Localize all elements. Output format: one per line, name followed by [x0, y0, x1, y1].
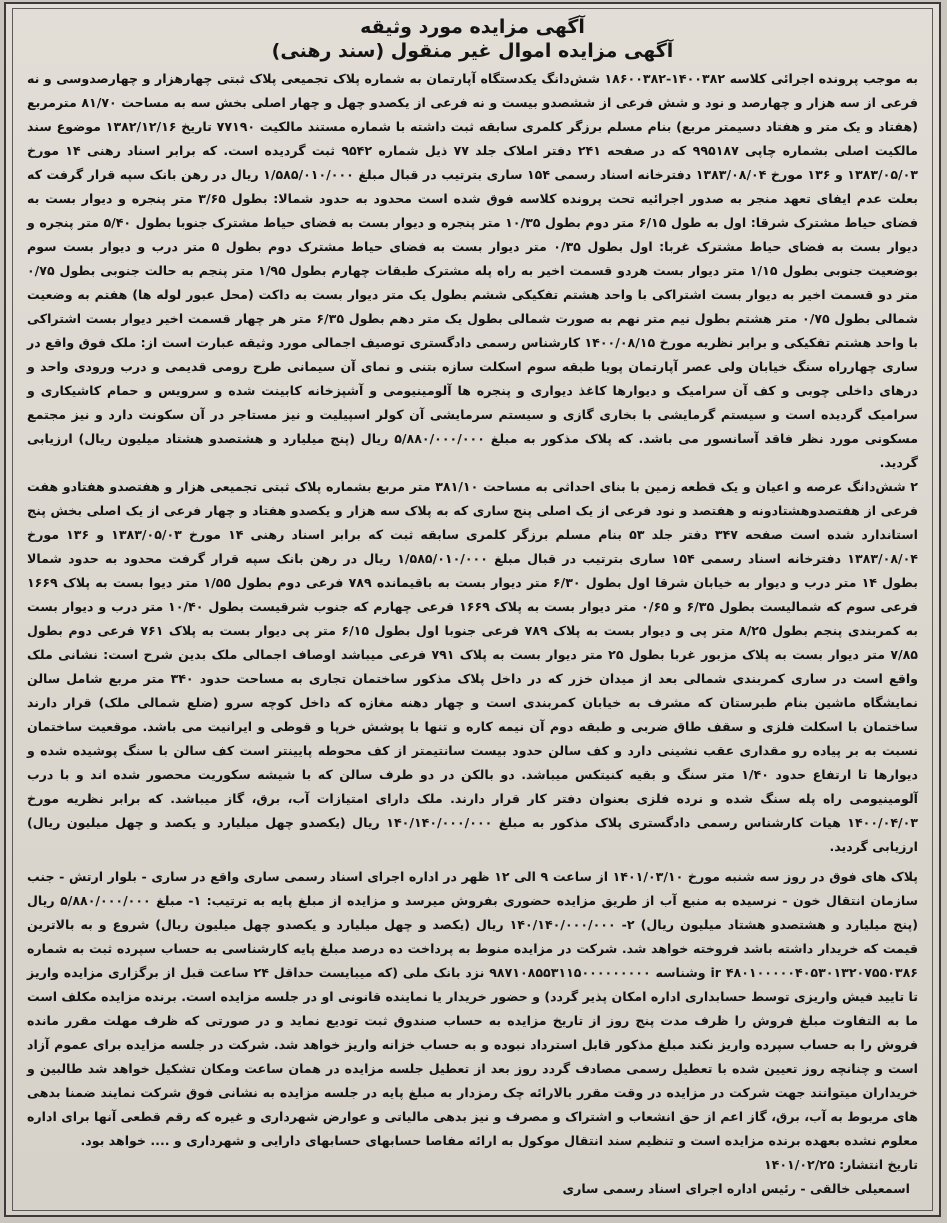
- notice-subtitle: آگهی مزایده اموال غیر منقول (سند رهنی): [271, 40, 674, 62]
- paragraph-first-property: به موجب پرونده اجرائی کلاسه ۱۴۰۰۳۸۲-۱۸۶۰۰۳۸۲ شش‌دانگ یکدستگاه آپارتمان به شماره پلاک تجمیعی پلاک ثبتی چهارهزار و چهارصدوسی و نه فرعی از سه هزار و چهارصد و نود و شش فرعی از ششصدو بیست و نه فرعی از یکصدو چهل و چهار اصلی بخش سه به مساحت ۸۱/۷۰ مترمربع (هفتاد و یک متر و هفتاد دسیمتر مربع) بنام مسلم برزگر کلمری سابقه ثبت داشته با شماره مستند مالکیت ۷۷۱۹۰ تاریخ ۱۳۸۲/۱۲/۱۶ موضوع سند مالکیت اصلی بشماره چاپی ۹۹۵۱۸۷ که در صفحه ۲۴۱ دفتر املاک جلد ۷۷ ذیل شماره ۹۵۴۲ ثبت گردیده است. که برابر اسناد رهنی ۱۴ مورخ ۱۳۸۳/۰۵/۰۳ و ۱۳۶ مورخ ۱۳۸۳/۰۸/۰۴ دفترخانه اسناد رسمی ۱۵۴ ساری بترتیب در قبال مبلغ ۱/۵۸۵/۰۱۰/۰۰۰ ریال در رهن بانک سپه قرار گرفت که بعلت عدم ایفای تعهد منجر به صدور اجرائیه تحت پرونده کلاسه فوق شده است محدود به حدود شمالا: بطول ۳/۶۵ متر پنجره و دیوار بست به فضای حیاط مشترک شرقا: اول به طول ۶/۱۵ متر دوم بطول ۱۰/۳۵ متر پنجره و دیوار بست به فضای حیاط مشترک جنوبا بطول ۵/۴۰ متر پنجره و دیوار بست به فضای حیاط مشترک غربا: اول بطول ۰/۳۵ متر دیوار بست به فضای حیاط مشترک دوم بطول ۵ متر درب و دیوار بست سوم بوضعیت جنوبی بطول ۱/۱۵ متر دیوار بست هردو قسمت اخیر به راه پله مشترک طبقات چهارم بطول ۱/۹۵ متر پنجم به حالت جنوبی بطول ۰/۷۵ متر دو قسمت اخیر به دیوار بست اشتراکی با واحد هشتم تفکیکی ششم بطول یک متر دیوار بست به داکت (محل عبور لوله ها) هفتم به وضعیت شمالی بطول ۰/۷۵ متر هشتم بطول نیم متر نهم به صورت شمالی بطول یک متر دهم بطول ۶/۳۵ متر هر چهار قسمت اخیر دیوار بست اشتراکی با واحد هشتم تفکیکی و برابر نظریه مورخ ۱۴۰۰/۰۸/۱۵ کارشناس رسمی دادگستری توصیف اجمالی مورد وثیقه عبارت است از: ملک فوق واقع در ساری چهارراه سنگ خیابان ولی عصر آپارتمان پویا طبقه سوم اسکلت سازه بتنی و نمای آن سیمانی طرح رومی قدیمی و درب ورودی واحد و درهای داخلی چوبی و کف آن سرامیک و دیوارها کاغذ دیواری و پنجره ها آلومینیومی و آشپزخانه کابینت شده و سرویس و حمام کاشیکاری و سرامیک گردیده است و سیستم گرمایشی با بخاری گازی و سیستم سرمایشی آن کولر اسپیلیت و نیز مستاجر در آن سکونت دارد و نیز مجتمع مسکونی مورد نظر فاقد آسانسور می باشد. که پلاک مذکور به مبلغ ۵/۸۸۰/۰۰۰/۰۰۰ ریال (پنج میلیارد و هشتصدو هشتاد میلیون ریال) ارزیابی گردید.: [27, 71, 919, 470]
- paragraph-second-property: ۲ شش‌دانگ عرصه و اعیان و یک قطعه زمین با بنای احداثی به مساحت ۳۸۱/۱۰ متر مربع بشماره پلاک ثبتی تجمیعی هزار و هفتصدو هفتادو هفت فرعی از هفتصدوهشتادونه و هفتصد و نود فرعی از یک اصلی پنج ساری که به پلاک سه هزار و یکصدو هفتاد و چهار فرعی از یک اصلی بخش پنج استاندارد شده است صفحه ۳۴۷ دفتر جلد ۵۳ بنام مسلم برزگر کلمری سابقه ثبت که برابر اسناد رهنی ۱۴ مورخ ۱۳۸۳/۰۵/۰۳ و ۱۳۶ مورخ ۱۳۸۳/۰۸/۰۴ دفترخانه اسناد رسمی ۱۵۴ ساری بترتیب در قبال مبلغ ۱/۵۸۵/۰۱۰/۰۰۰ ریال در رهن بانک سپه قرار گرفت محدود به حدود شمالا بطول ۱۴ متر درب و دیوار به خیابان شرقا اول بطول ۶/۳۰ متر دیوار بست به باقیمانده ۷۸۹ فرعی دوم بطول ۱/۵۵ متر دیوا بست به پلاک ۱۶۶۹ فرعی سوم که شمالیست بطول ۶/۳۵ و ۰/۶۵ متر دیوار بست به پلاک ۱۶۶۹ فرعی چهارم که جنوب شرقیست بطول ۱۰/۴۰ متر درب و دیوار بست به کمربندی پنجم بطول ۸/۲۵ متر پی و دیوار بست به پلاک ۷۸۹ فرعی جنوبا اول بطول ۶/۱۵ متر پی دیوار بست به پلاک ۷۶۱ فرعی دوم بطول ۷/۸۵ متر دیوار بست به پلاک مزبور غربا بطول ۲۵ متر دیوار بست به پلاک ۷۹۱ فرعی میباشد اوصاف اجمالی ملک بدین شرح است: نشانی ملک واقع است در ساری کمربندی شمالی بعد از میدان خزر که در داخل پلاک مذکور ساختمان تجاری به مساحت حدود ۳۴۰ متر مربع شامل سالن نمایشگاه ماشین بنام طبرستان که مشرف به خیابان کمربندی است و چهار دهنه مغازه که داخل کوچه سرو (ضلع شمالی ملک) قرار دارند ساختمان با اسکلت فلزی و سقف طاق ضربی و طبقه دوم آن نیمه کاره و تنها با پوشش خرپا و قوطی و ایرانیت می باشد. موقعیت ساختمان نسبت به بر پیاده رو مقداری عقب نشینی دارد و کف سالن حدود بیست سانتیمتر از کف محوطه پایینتر است کف سالن با سنگ پوشیده شده و دیوارها تا ارتفاع حدود ۱/۴۰ متر سنگ و بقیه کنیتکس میباشد. دو بالکن در دو طرف سالن که با شیشه سکوریت محصور شده اند و با درب آلومینیومی راه پله سنگ شده و نرده فلزی بعنوان دفتر کار قرار دارند. ملک دارای امتیازات آب، برق، گاز میباشد. که برابر نظریه مورخ ۱۴۰۰/۰۴/۰۳ هیات کارشناس رسمی دادگستری پلاک مذکور به مبلغ ۱۴۰/۱۴۰/۰۰۰/۰۰۰ ریال (یکصدو چهل میلیارد و یکصد و چهل میلیون ریال) ارزیابی گردید.: [27, 479, 919, 854]
- notice-title: آگهی مزایده مورد وثیقه: [360, 16, 585, 38]
- notice-border: [12, 8, 933, 1211]
- newspaper-clipping: [4, 2, 941, 1217]
- signer-name: اسمعیلی خالقی - رئیس اداره اجرای اسناد رسمی ساری: [562, 1181, 910, 1196]
- paragraph-auction-terms: پلاک های فوق در روز سه شنبه مورخ ۱۴۰۱/۰۳/۱۰ از ساعت ۹ الی ۱۲ ظهر در اداره اجرای اسناد رسمی ساری واقع در ساری - بلوار ارتش - جنب سازمان انتقال خون - نرسیده به منبع آب از طریق مزایده حضوری بفروش میرسد و مزایده از مبلغ پایه به ترتیب: ۱- مبلغ ۵/۸۸۰/۰۰۰/۰۰۰ ریال (پنج میلیارد و هشتصدو هشتاد میلیون ریال) ۲- ۱۴۰/۱۴۰/۰۰۰/۰۰۰ ریال (یکصد و چهل میلیارد و یکصدو چهل میلیون ریال) شروع و به بالاترین قیمت که خریدار داشته باشد فروخته خواهد شد. شرکت در مزایده منوط به پرداخت ده درصد مبلغ پایه کارشناسی به حساب سپرده ثبت به شماره ir ۴۸۰۱۰۰۰۰۰۴۰۵۳۰۱۳۲۰۷۵۵۰۳۸۶ وشناسه ۹۸۷۱۰۸۵۵۳۱۱۵۰۰۰۰۰۰۰۰۰ نزد بانک ملی (که میبایست حداقل ۲۴ ساعت قبل از برگزاری مزایده واریز تا تایید فیش واریزی توسط حسابداری اداره امکان پذیر گردد) و حضور خریدار یا نماینده قانونی او در جلسه مزایده است. برنده مزایده مکلف است ما به التفاوت مبلغ فروش را ظرف مدت پنج روز از تاریخ مزایده به حساب صندوق ثبت تودیع نماید و در صورتی که ظرف مهلت مقرر مانده فروش را به حساب سپرده واریز نکند مبلغ مذکور قابل استرداد نبوده و به حساب خزانه واریز خواهد شد. شرکت در جلسه مزایده برای عموم آزاد است و چنانچه روز تعیین شده با تعطیل رسمی مصادف گردد روز بعد از تعطیل جلسه مزایده در همان ساعت ومکان تشکیل خواهد شد طالبین و خریداران میتوانند جهت شرکت در مزایده در وقت مقرر بالارائه چک رمزدار به مبلغ پایه در جلسه مزایده به نشانی فوق شرکت نمایند ضمنا بدهی های مربوط به آب، برق، گاز اعم از حق انشعاب و اشتراک و مصرف و نیز بدهی مالیاتی و عوارض شهرداری و غیره که رقم قطعی آنها برای اداره معلوم نشده بعهده برنده مزایده است و تنظیم سند انتقال موکول به ارائه مفاصا حسابهای حسابهای دارایی و شهرداری و .... خواهد بود.: [27, 869, 918, 1148]
- publish-date: تاریخ انتشار: ۱۴۰۱/۰۲/۲۵: [763, 1157, 918, 1172]
- notice-content: [27, 15, 918, 1204]
